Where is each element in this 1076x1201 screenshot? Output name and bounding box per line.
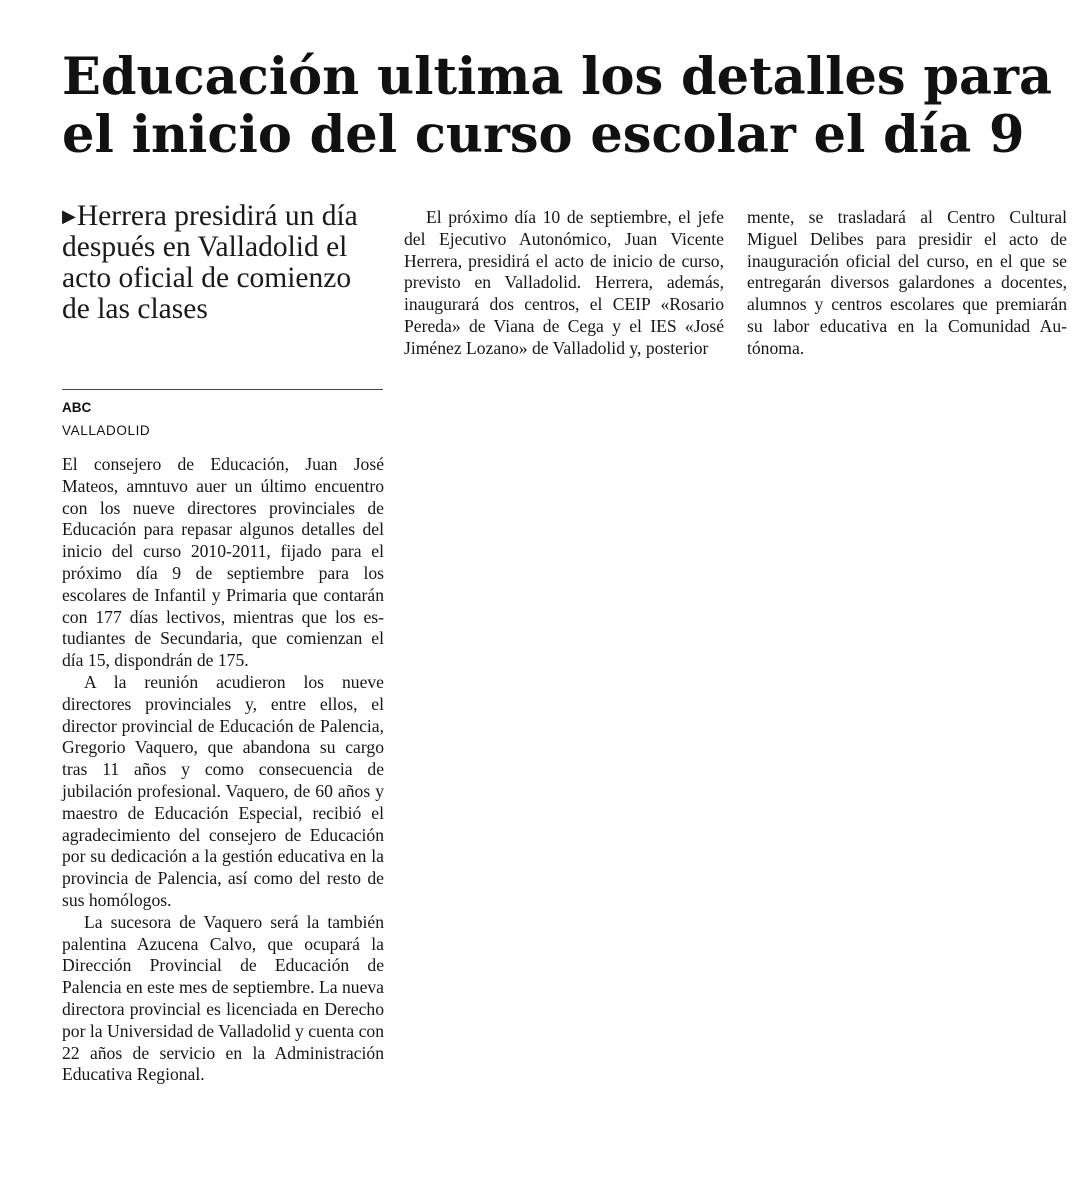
paragraph: El próximo día 10 de septiembre, el jefe del Ejecutivo Autonómico, Juan Vicente Herrera, presidirá el acto de inicio de curso, previsto en Valladolid. Herrera, además, inaugurará dos centros, el CEIP «Rosario Pereda» de Viana de Cega y el IES «José Jiménez Lozano» de Valladolid y, posterior bbox=[404, 207, 724, 358]
paragraph: El consejero de Educación, Juan José Mateos, amntuvo auer un último encuentro con los nueve directores provinciales de Educación para repasar algunos detalles del inicio del curso 2010-2011, fijado para el próximo día 9 de septiembre para los escolares de Infantil y Primaria que contarán con 177 días lectivos, mientras que los estudiantes de Secundaria, que comienzan el día 15, dispondrán de 175. bbox=[62, 454, 384, 671]
arrow-bullet-icon: ▶ bbox=[62, 206, 76, 226]
byline-agency: ABC bbox=[62, 400, 92, 415]
paragraph: A la reunión acudieron los nueve directores provinciales y, entre ellos, el director provincial de Educación de Palencia, Gregorio Vaquero, que abandona su cargo tras 11 años y como consecuencia de jubilación profesional. Vaquero, de 60 años y maestro de Educación Especial, recibió el agradecimiento del consejero de Educación por su dedicación a la gestión educativa en la provincia de Palencia, así como del resto de sus homólogos. bbox=[62, 671, 384, 910]
deck-subheadline bbox=[62, 201, 382, 325]
deck-text: Herrera presidirá un día después en Valladolid el acto oficial de comienzo de las clases bbox=[62, 200, 358, 325]
body-column-2 bbox=[404, 207, 724, 360]
body-column-3 bbox=[747, 207, 1067, 360]
headline: Educación ultima los detalles para el inicio del curso escolar el día 9 bbox=[62, 47, 1052, 165]
body-column-1 bbox=[62, 454, 384, 1086]
paragraph: La sucesora de Vaquero será la también palentina Azucena Calvo, que ocupará la Dirección Provincial de Educación de Palencia en este mes de septiembre. La nueva directora provincial es licenciada en Derecho por la Universidad de Valladolid y cuenta con 22 años de servicio en la Administración Educativa Regional. bbox=[62, 911, 384, 1085]
divider-rule bbox=[62, 389, 383, 390]
byline-location: VALLADOLID bbox=[62, 423, 151, 438]
paragraph: mente, se trasladará al Centro Cultural Miguel Delibes para presidir el acto de inauguración oficial del curso, en el que se entregarán diversos galardones a docentes, alumnos y centros escolares que premiarán su labor educativa en la Comunidad Autónoma. bbox=[747, 207, 1067, 358]
